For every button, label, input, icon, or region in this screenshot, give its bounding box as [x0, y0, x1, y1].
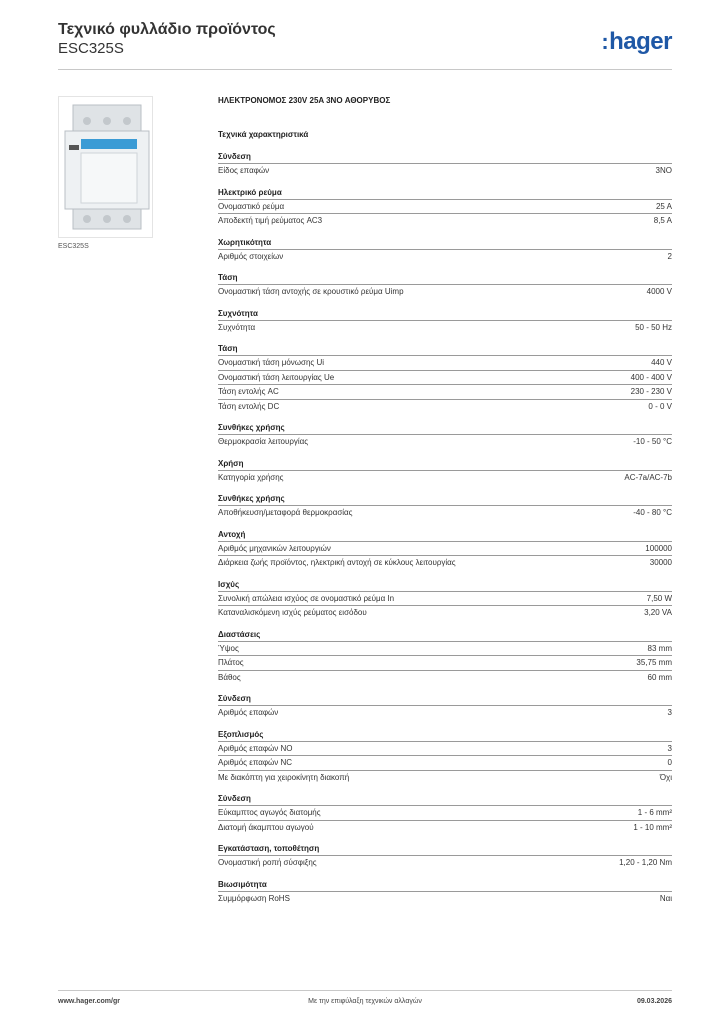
spec-group-title: Αντοχή: [218, 529, 246, 539]
spec-value: AC-7a/AC-7b: [624, 472, 672, 482]
spec-label: Είδος επαφών: [218, 166, 270, 175]
spec-group-title: Εγκατάσταση, τοποθέτηση: [218, 844, 320, 853]
spec-label: Βάθος: [218, 672, 241, 682]
spec-row: [218, 891, 672, 906]
page-footer: [58, 998, 672, 1010]
spec-label: Συχνότητα: [218, 322, 256, 332]
spec-group-title: Ηλεκτρικό ρεύμα: [218, 187, 282, 197]
spec-label: Διάρκεια ζωής προϊόντος, ηλεκτρική αντοχή σε κύκλους λειτουργίας: [218, 558, 456, 567]
spec-value: 0: [667, 758, 672, 767]
spec-group-title: Τάση: [218, 273, 238, 282]
spec-value: 35,75 mm: [636, 658, 672, 667]
spec-row: [218, 384, 672, 399]
product-code: ESC325S: [58, 40, 124, 57]
spec-row: [218, 705, 672, 720]
spec-group: [218, 422, 672, 449]
spec-row: [218, 670, 672, 685]
spec-row: [218, 770, 672, 785]
spec-value: 400 - 400 V: [630, 372, 672, 382]
spec-row: [218, 355, 672, 370]
spec-row: [218, 370, 672, 385]
product-name: ΗΛΕΚΤΡΟΝΟΜΟΣ 230V 25A 3NO ΑΘΟΡΥΒΟΣ: [218, 96, 391, 105]
spec-row: [218, 249, 672, 264]
spec-group-title: Συνθήκες χρήσης: [218, 423, 285, 432]
spec-row: [218, 213, 672, 228]
spec-label: Ονομαστική τάση αντοχής σε κρουστικό ρεύμα Uimp: [218, 287, 404, 296]
spec-value: 100000: [645, 543, 672, 553]
spec-value: Ναι: [659, 893, 672, 903]
spec-group: [218, 793, 672, 834]
spec-value: 3: [667, 708, 672, 717]
spec-value: 1 - 6 mm²: [637, 808, 672, 817]
spec-group: [218, 879, 672, 906]
document-title: Τεχνικό φυλλάδιο προϊόντος: [58, 21, 276, 38]
spec-group: [218, 493, 672, 520]
spec-group: [218, 151, 672, 178]
spec-group-title: Σύνδεση: [218, 152, 251, 161]
spec-group: [218, 693, 672, 720]
spec-row: [218, 655, 672, 670]
spec-label: Αποδεκτή τιμή ρεύματος AC3: [218, 216, 323, 225]
spec-group-title: Χωρητικότητα: [218, 237, 272, 247]
spec-label: Συνολική απώλεια ισχύος σε ονομαστικό ρεύμα In: [218, 593, 395, 603]
spec-label: Αποθήκευση/μεταφορά θερμοκρασίας: [218, 508, 353, 517]
spec-value: 440 V: [651, 358, 672, 367]
spec-group-title: Διαστάσεις: [218, 629, 261, 639]
spec-row: [218, 855, 672, 870]
spec-row: [218, 505, 672, 520]
product-image: [58, 96, 153, 238]
spec-row: [218, 805, 672, 820]
spec-value: 3,20 VA: [644, 608, 672, 617]
spec-row: [218, 755, 672, 770]
spec-group: [218, 629, 672, 685]
header-divider: [58, 69, 672, 70]
spec-group-title: Ισχύς: [218, 579, 240, 589]
hager-logo: :hager: [601, 28, 672, 55]
spec-row: [218, 641, 672, 656]
spec-group-title: Χρήση: [218, 458, 244, 468]
spec-row: [218, 284, 672, 299]
spec-group: [218, 458, 672, 485]
spec-content: [218, 96, 672, 905]
spec-group: [218, 343, 672, 413]
spec-group: [218, 272, 672, 299]
spec-label: Τάση εντολής DC: [218, 401, 280, 411]
spec-row: [218, 163, 672, 178]
spec-label: Κατηγορία χρήσης: [218, 472, 284, 482]
footer-divider: [58, 990, 672, 991]
spec-group: [218, 843, 672, 870]
spec-group: [218, 237, 672, 264]
spec-row: [218, 820, 672, 835]
spec-value: 8,5 A: [653, 216, 672, 225]
spec-value: 2: [667, 251, 672, 261]
spec-label: Ονομαστική τάση λειτουργίας Ue: [218, 372, 335, 382]
spec-row: [218, 605, 672, 620]
spec-value: 25 A: [655, 201, 672, 211]
spec-label: Ονομαστική τάση μόνωσης Ui: [218, 358, 325, 367]
spec-row: [218, 320, 672, 335]
spec-row: [218, 741, 672, 756]
spec-group-title: Συχνότητα: [218, 308, 258, 318]
spec-group: [218, 529, 672, 570]
spec-group-title: Σύνδεση: [218, 694, 251, 703]
product-image-caption: ESC325S: [58, 243, 89, 250]
footer-note: Με την επιφύλαξη τεχνικών αλλαγών: [308, 998, 422, 1005]
spec-row: [218, 555, 672, 570]
spec-row: [218, 541, 672, 556]
spec-label: Καταναλισκόμενη ισχύς ρεύματος εισόδου: [218, 608, 367, 617]
section-title: Τεχνικά χαρακτηριστικά: [218, 130, 309, 139]
spec-group: [218, 187, 672, 228]
spec-label: Με διακόπτη για χειροκίνητη διακοπή: [218, 772, 350, 782]
spec-label: Πλάτος: [218, 658, 244, 667]
footer-date: 09.03.2026: [636, 998, 672, 1005]
spec-value: -40 - 80 °C: [633, 508, 672, 517]
spec-group-title: Συνθήκες χρήσης: [218, 494, 285, 503]
spec-group: [218, 579, 672, 620]
spec-row: [218, 434, 672, 449]
spec-value: 1,20 - 1,20 Nm: [619, 858, 672, 867]
spec-value: 3: [667, 743, 672, 753]
brand-name: hager: [609, 28, 672, 55]
spec-label: Συμμόρφωση RoHS: [218, 893, 290, 903]
spec-value: 83 mm: [647, 643, 672, 653]
spec-group-title: Εξοπλισμός: [218, 729, 264, 739]
spec-value: 0 - 0 V: [648, 401, 672, 411]
spec-label: Ονομαστικό ρεύμα: [218, 201, 285, 211]
spec-label: Θερμοκρασία λειτουργίας: [218, 437, 309, 446]
spec-value: 60 mm: [647, 672, 672, 682]
spec-value: -10 - 50 °C: [633, 437, 672, 446]
page-header: [58, 20, 672, 68]
spec-label: Ονομαστική ροπή σύσφιξης: [218, 858, 317, 867]
spec-row: [218, 399, 672, 414]
spec-label: Αριθμός επαφών: [218, 708, 279, 717]
spec-label: Αριθμός μηχανικών λειτουργιών: [218, 543, 331, 553]
spec-value: 30000: [649, 558, 672, 567]
spec-value: 230 - 230 V: [630, 387, 672, 396]
spec-value: 50 - 50 Hz: [635, 322, 672, 332]
spec-value: 3NO: [655, 166, 672, 175]
spec-label: Αριθμός στοιχείων: [218, 251, 284, 261]
spec-label: Αριθμός επαφών NO: [218, 743, 293, 753]
spec-row: [218, 199, 672, 214]
spec-group: [218, 308, 672, 335]
spec-groups: [218, 151, 672, 905]
spec-row: [218, 470, 672, 485]
footer-url[interactable]: www.hager.com/gr: [58, 998, 120, 1005]
spec-group-title: Σύνδεση: [218, 794, 251, 803]
spec-group-title: Βιωσιμότητα: [218, 879, 267, 889]
spec-value: 4000 V: [646, 287, 672, 296]
spec-value: Όχι: [659, 772, 672, 782]
spec-label: Ύψος: [218, 643, 239, 653]
spec-label: Τάση εντολής AC: [218, 387, 279, 396]
spec-label: Αριθμός επαφών NC: [218, 758, 293, 767]
spec-value: 1 - 10 mm²: [633, 822, 672, 832]
spec-group-title: Τάση: [218, 344, 238, 353]
spec-row: [218, 591, 672, 606]
spec-label: Εύκαμπτος αγωγός διατομής: [218, 808, 321, 817]
spec-label: Διατομή άκαμπτου αγωγού: [218, 822, 314, 832]
spec-group: [218, 729, 672, 785]
spec-value: 7,50 W: [646, 593, 672, 603]
contactor-illustration: [59, 97, 152, 237]
